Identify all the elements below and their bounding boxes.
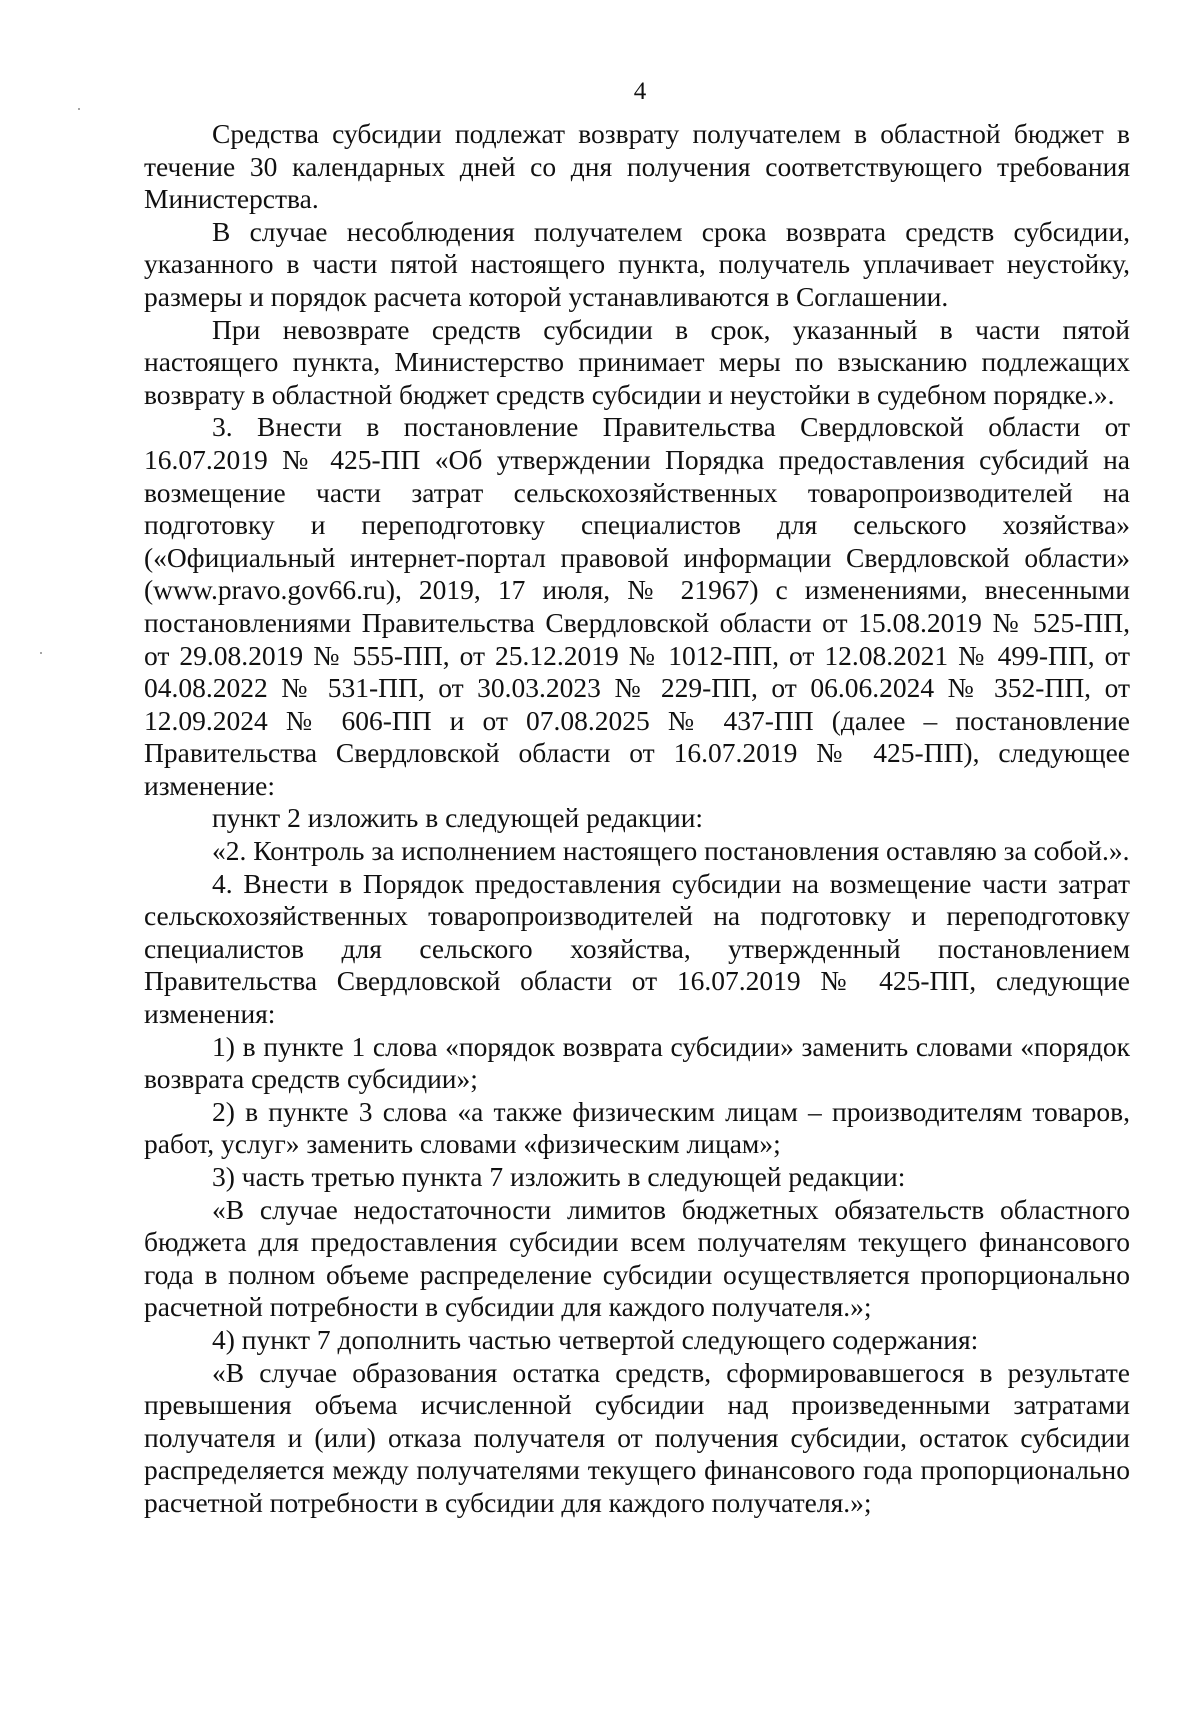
scan-speck bbox=[40, 652, 42, 654]
paragraph-penalty: В случае несоблюдения получателем срока возврата средств субсидии, указанного в части пятой настоящего пункта, получатель уплачивает неустойку, размеры и порядок расчета которой устанавливаются в Соглашении. bbox=[144, 215, 1130, 312]
document-body bbox=[144, 118, 1130, 1520]
paragraph-limits-quote: «В случае недостаточности лимитов бюджетных обязательств областного бюджета для предоставления субсидии всем получателям текущего финансового года в полном объеме распределение субсидии осуществляется пропорционально расчетной потребности в субсидии для каждого получателя.»; bbox=[144, 1193, 1130, 1323]
paragraph-point-2-intro: пункт 2 изложить в следующей редакции: bbox=[212, 802, 704, 834]
page-number: 4 bbox=[633, 78, 647, 105]
paragraph-subitem-1: 1) в пункте 1 слова «порядок возврата субсидии» заменить словами «порядок возврата средств субсидии»; bbox=[144, 1030, 1130, 1095]
paragraph-subitem-2: 2) в пункте 3 слова «а также физическим лицам – производителям товаров, работ, услуг» заменить словами «физическим лицам»; bbox=[144, 1095, 1130, 1160]
paragraph-return-term: Средства субсидии подлежат возврату получателем в областной бюджет в течение 30 календарных дней со дня получения соответствующего требования Министерства. bbox=[144, 118, 1130, 215]
paragraph-item-4: 4. Внести в Порядок предоставления субсидии на возмещение части затрат сельскохозяйственных товаропроизводителей на подготовку и переподготовку специалистов для сельского хозяйства, утвержденный постановлением Правительства Свердловской области от 16.07.2019 № 425-ПП, следующие изменения: bbox=[144, 867, 1130, 1030]
paragraph-item-3: 3. Внести в постановление Правительства Свердловской области от 16.07.2019 № 425-ПП «Об утверждении Порядка предоставления субсидий на возмещение части затрат сельскохозяйственных товаропроизводителей на подготовку и переподготовку специалистов для сельского хозяйства» («Официальный интернет-портал правовой информации Свердловской области» (www.pravo.gov66.ru), 2019, 17 июля, № 21967) с изменениями, внесенными постановлениями Правительства Свердловской области от 15.08.2019 № 525-ПП, от 29.08.2019 № 555-ПП, от 25.12.2019 № 1012-ПП, от 12.08.2021 № 499-ПП, от 04.08.2022 № 531-ПП, от 30.03.2023 № 229-ПП, от 06.06.2024 № 352-ПП, от 12.09.2024 № 606-ПП и от 07.08.2025 № 437-ПП (далее – постановление Правительства Свердловской области от 16.07.2019 № 425-ПП), следующее изменение: bbox=[144, 411, 1130, 801]
paragraph-court-recovery: При невозврате средств субсидии в срок, указанный в части пятой настоящего пункта, Министерство принимает меры по взысканию подлежащих возврату в областной бюджет средств субсидии и неустойки в судебном порядке.». bbox=[144, 313, 1130, 410]
scan-speck bbox=[78, 108, 80, 110]
paragraph-subitem-4: 4) пункт 7 дополнить частью четвертой следующего содержания: bbox=[212, 1323, 979, 1355]
paragraph-subitem-3: 3) часть третью пункта 7 изложить в следующей редакции: bbox=[212, 1161, 906, 1192]
paragraph-control-quote: «2. Контроль за исполнением настоящего постановления оставляю за собой.». bbox=[212, 835, 1130, 867]
paragraph-remainder-quote: «В случае образования остатка средств, сформировавшегося в результате превышения объема исчисленной субсидии над произведенными затратами получателя и (или) отказа получателя от получения субсидии, остаток субсидии распределяется между получателями текущего финансового года пропорционально расчетной потребности в субсидии для каждого получателя.»; bbox=[144, 1356, 1130, 1518]
